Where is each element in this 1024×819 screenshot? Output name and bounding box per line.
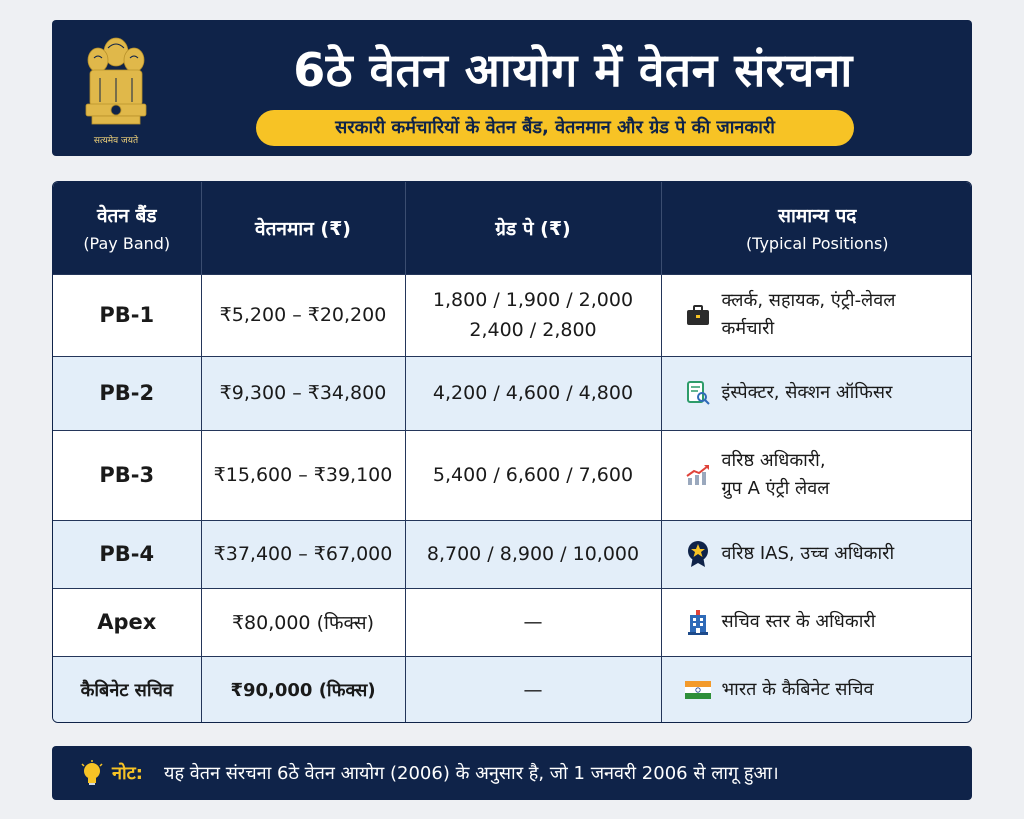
- grade-pay-cell: —: [405, 588, 661, 656]
- column-header-label: ग्रेड पे (₹): [495, 217, 571, 240]
- grade-pay-line: 1,800 / 1,900 / 2,000: [432, 289, 634, 311]
- position-line: क्लर्क, सहायक, एंट्री-लेवल: [721, 290, 896, 311]
- positions-cell: [661, 274, 972, 356]
- pay-band-cell: कैबिनेट सचिव: [53, 656, 201, 723]
- pay-band-cell: PB-4: [53, 520, 201, 588]
- column-header-sublabel: (Pay Band): [83, 234, 171, 254]
- pay-structure-table: [52, 181, 972, 723]
- column-header-pay-scale: [201, 182, 405, 274]
- pay-scale-cell: ₹90,000 (फिक्स): [201, 656, 405, 723]
- pay-scale-cell: ₹9,300 – ₹34,800: [201, 356, 405, 430]
- column-header-positions: [661, 182, 972, 274]
- column-header-label: वेतन बैंड: [96, 205, 157, 228]
- growth-chart-icon: [684, 461, 712, 489]
- pay-scale-cell: ₹5,200 – ₹20,200: [201, 274, 405, 356]
- column-header-pay-band: [53, 182, 201, 274]
- table-row: [53, 430, 972, 520]
- subtitle-pill: सरकारी कर्मचारियों के वेतन बैंड, वेतनमान और ग्रेड पे की जानकारी: [256, 110, 854, 146]
- position-line: वरिष्ठ अधिकारी,: [721, 450, 826, 471]
- pay-scale-cell: ₹80,000 (फिक्स): [201, 588, 405, 656]
- position-line: ग्रुप A एंट्री लेवल: [721, 478, 830, 499]
- position-line: इंस्पेक्टर, सेक्शन ऑफिसर: [721, 382, 893, 403]
- document-search-icon: [684, 379, 712, 407]
- positions-cell: [661, 588, 972, 656]
- badge-star-icon: [684, 540, 712, 568]
- india-flag-icon: [684, 676, 712, 704]
- pay-band-cell: PB-2: [53, 356, 201, 430]
- position-line: कर्मचारी: [721, 318, 775, 339]
- position-line: सचिव स्तर के अधिकारी: [721, 611, 876, 632]
- pay-band-cell: Apex: [53, 588, 201, 656]
- note-text: यह वेतन संरचना 6ठे वेतन आयोग (2006) के अनुसार है, जो 1 जनवरी 2006 से लागू हुआ।: [164, 763, 779, 784]
- pay-scale-cell: ₹15,600 – ₹39,100: [201, 430, 405, 520]
- grade-pay-cell: 4,200 / 4,600 / 4,800: [405, 356, 661, 430]
- pay-scale-cell: ₹37,400 – ₹67,000: [201, 520, 405, 588]
- column-header-label: सामान्य पद: [778, 205, 857, 228]
- lightbulb-icon: [80, 760, 104, 788]
- national-emblem-icon: [80, 30, 152, 148]
- grade-pay-cell: [405, 274, 661, 356]
- position-line: वरिष्ठ IAS, उच्च अधिकारी: [721, 543, 895, 564]
- pay-band-cell: PB-1: [53, 274, 201, 356]
- positions-cell: [661, 520, 972, 588]
- grade-pay-cell: —: [405, 656, 661, 723]
- pay-band-cell: PB-3: [53, 430, 201, 520]
- table-row: [53, 520, 972, 588]
- table-row: [53, 656, 972, 723]
- emblem-motto: सत्यमेव जयते: [93, 136, 139, 146]
- positions-cell: [661, 430, 972, 520]
- note-label: नोट:: [112, 763, 143, 784]
- positions-cell: [661, 656, 972, 723]
- page-title: 6ठे वेतन आयोग में वेतन संरचना: [293, 43, 853, 97]
- table-row: [53, 356, 972, 430]
- table-row: [53, 274, 972, 356]
- column-header-label: वेतनमान (₹): [255, 217, 351, 240]
- column-header-sublabel: (Typical Positions): [745, 234, 889, 254]
- grade-pay-cell: 8,700 / 8,900 / 10,000: [405, 520, 661, 588]
- grade-pay-cell: 5,400 / 6,600 / 7,600: [405, 430, 661, 520]
- positions-cell: [661, 356, 972, 430]
- table-row: [53, 588, 972, 656]
- table-header-row: [53, 182, 972, 274]
- grade-pay-line: 2,400 / 2,800: [469, 319, 597, 341]
- position-line: भारत के कैबिनेट सचिव: [721, 679, 874, 701]
- note-banner: [52, 746, 972, 800]
- briefcase-icon: [684, 301, 712, 329]
- column-header-grade-pay: [405, 182, 661, 274]
- building-icon: [684, 608, 712, 636]
